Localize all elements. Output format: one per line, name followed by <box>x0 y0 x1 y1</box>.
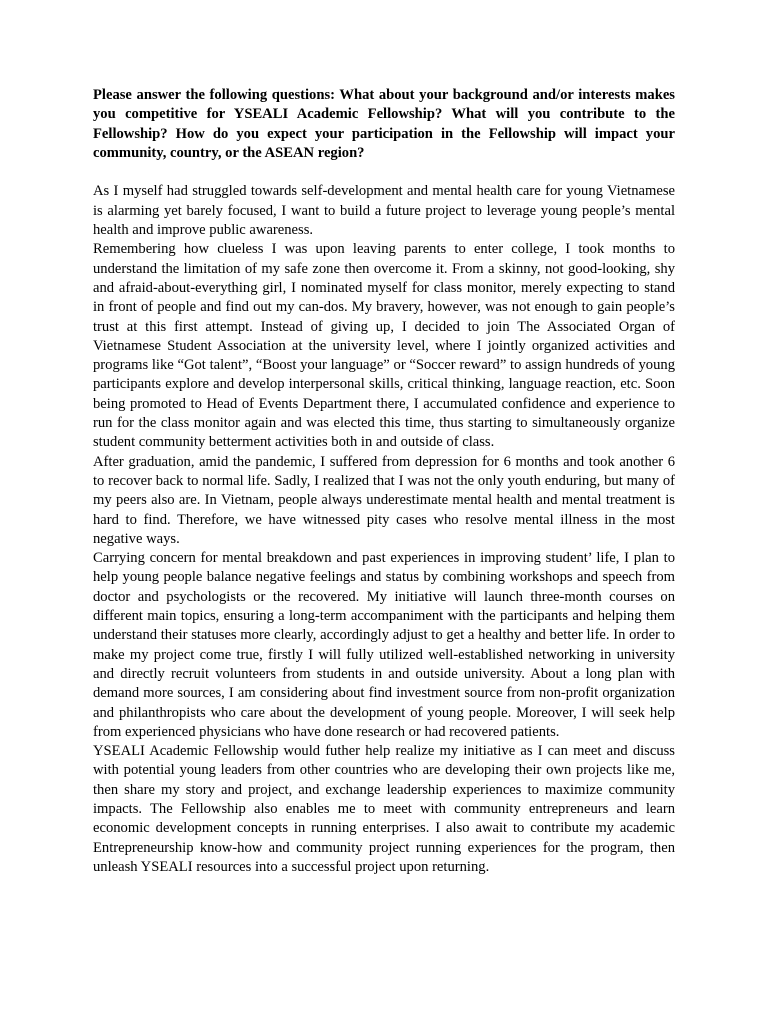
essay-paragraph-background: Remembering how clueless I was upon leaving parents to enter college, I took months to understand the limitation of my safe zone then overcome it. From a skinny, not good-looking, shy and afraid-about-everything girl, I nominated myself for class monitor, merely expecting to stand in front of people and find out my can-dos. My bravery, however, was not enough to gain people’s trust at this first attempt. Instead of giving up, I decided to join The Associated Organ of Vietnamese Student Association at the university level, where I jointly organized activities and programs like “Got talent”, “Boost your language” or “Soccer reward” to assign hundreds of young participants explore and develop interpersonal skills, critical thinking, language reaction, etc. Soon being promoted to Head of Events Department there, I accumulated confidence and experience to run for the class monitor again and was elected this time, thus starting to simultaneously organize student community betterment activities both in and outside of class. <box>93 241 675 451</box>
essay-paragraph-fellowship: YSEALI Academic Fellowship would futher help realize my initiative as I can meet and discuss with potential young leaders from other countries who are developing their own projects like me, then share my story and project, and exchange leadership experiences to maximize community impacts. The Fellowship also enables me to meet with community entrepreneurs and learn economic development concepts in running enterprises. I also await to contribute my academic Entrepreneurship know-how and community project running experiences for the program, then unleash YSEALI resources into a successful project upon returning. <box>93 743 675 875</box>
essay-paragraph-pandemic: After graduation, amid the pandemic, I suffered from depression for 6 months and took another 6 to recover back to normal life. Sadly, I realized that I was not the only youth enduring, but many of my peers also are. In Vietnam, people always underestimate mental health and mental treatment is hard to find. Therefore, we have witnessed pity cases who resolve mental illness in the most negative ways. <box>93 453 675 547</box>
document-page <box>93 86 675 877</box>
essay-question: Please answer the following questions: What about your background and/or interests makes you competitive for YSEALI Academic Fellowship? What will you contribute to the Fellowship? How do you expect your participation in the Fellowship will impact your community, country, or the ASEAN region? <box>93 87 675 161</box>
essay-paragraph-plan: Carrying concern for mental breakdown and past experiences in improving student’ life, I plan to help young people balance negative feelings and status by combining workshops and speech from doctor and psychologists or the recovered. My initiative will launch three-month courses on different main topics, ensuring a long-term accompaniment with the participants and helping them understand their statuses more clearly, accordingly adjust to get a healthy and better life. In order to make my project come true, firstly I will fully utilized well-established networking in university and directly recruit volunteers from students in and outside university. About a long plan with demand more sources, I am considering about find investment source from non-profit organization and philanthropists who care about the development of young people. Moreover, I will seek help from experienced physicians who have done research or had recovered patients. <box>93 550 675 740</box>
essay-paragraph-intro: As I myself had struggled towards self-development and mental health care for young Vietnamese is alarming yet barely focused, I want to build a future project to leverage young people’s mental health and improve public awareness. <box>93 183 675 239</box>
